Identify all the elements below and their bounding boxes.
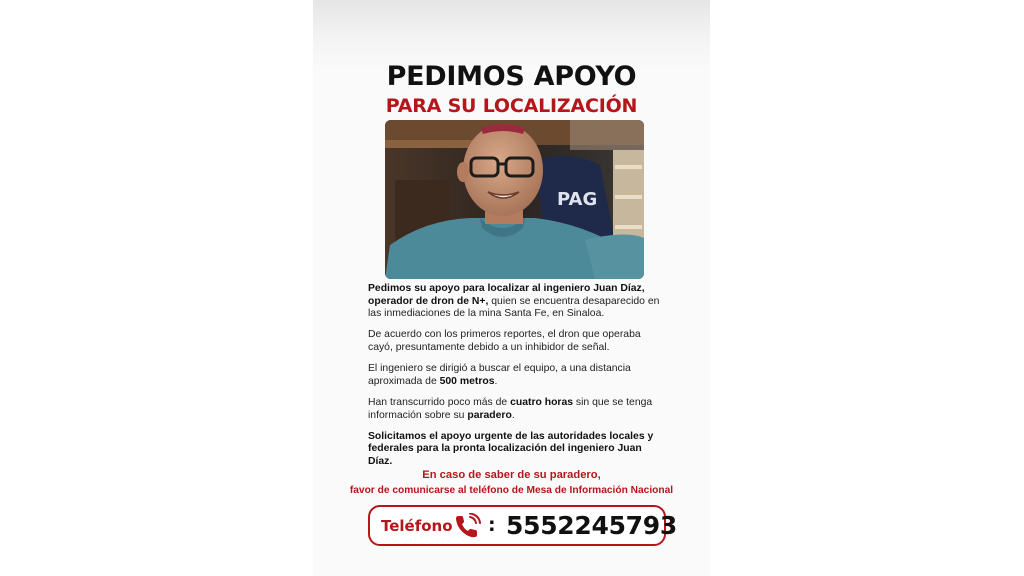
paragraph-4-bold-1: cuatro horas bbox=[510, 396, 574, 408]
paragraph-3-a: El ingeniero se dirigió a buscar el equipo, a una distancia aproximada de bbox=[368, 363, 631, 387]
paragraph-1-rest: quien se encuentra desaparecido en las inmediaciones de la mina Santa Fe, en Sinaloa. bbox=[368, 295, 660, 320]
missing-person-flyer bbox=[313, 0, 710, 576]
phone-label: Teléfono bbox=[381, 517, 453, 535]
paragraph-4-a: Han transcurrido poco más de bbox=[368, 396, 511, 408]
paragraph-3 bbox=[368, 363, 668, 388]
flyer-subtitle: PARA SU LOCALIZACIÓN bbox=[385, 95, 638, 117]
paragraph-4-e: . bbox=[511, 409, 515, 421]
phone-number: 5552245793 bbox=[506, 511, 677, 540]
contact-line-2: favor de comunicarse al teléfono de Mesa de Información Nacional bbox=[349, 485, 674, 496]
paragraph-1-bold: Pedimos su apoyo para localizar al ingeniero Juan Díaz, operador de dron de N+, bbox=[368, 283, 645, 307]
paragraph-3-bold: 500 metros bbox=[439, 375, 495, 387]
paragraph-5-bold: Solicitamos el apoyo urgente de las autoridades locales y federales para la pronta localización del ingeniero Juan Díaz. bbox=[368, 430, 654, 467]
person-photo bbox=[385, 120, 644, 279]
flyer-body bbox=[368, 283, 668, 477]
paragraph-4 bbox=[368, 397, 668, 422]
paragraph-2: De acuerdo con los primeros reportes, el dron que operaba cayó, presuntamente debido a un inhibidor de señal. bbox=[368, 329, 641, 353]
flyer-title: PEDIMOS APOYO bbox=[386, 61, 637, 92]
phone-separator: : bbox=[488, 514, 496, 536]
contact-instructions bbox=[313, 467, 710, 499]
svg-text:PAG: PAG bbox=[557, 189, 598, 210]
paragraph-4-bold-2: paradero bbox=[467, 409, 512, 421]
paragraph-4-c: sin que se tenga información sobre su bbox=[368, 396, 653, 421]
paragraph-5 bbox=[368, 431, 668, 469]
paragraph-3-c: . bbox=[494, 375, 498, 387]
contact-line-1: En caso de saber de su paradero, bbox=[422, 469, 601, 481]
phone-box bbox=[368, 505, 677, 546]
paragraph-1 bbox=[368, 283, 668, 321]
phone-ringing-icon bbox=[454, 513, 484, 539]
